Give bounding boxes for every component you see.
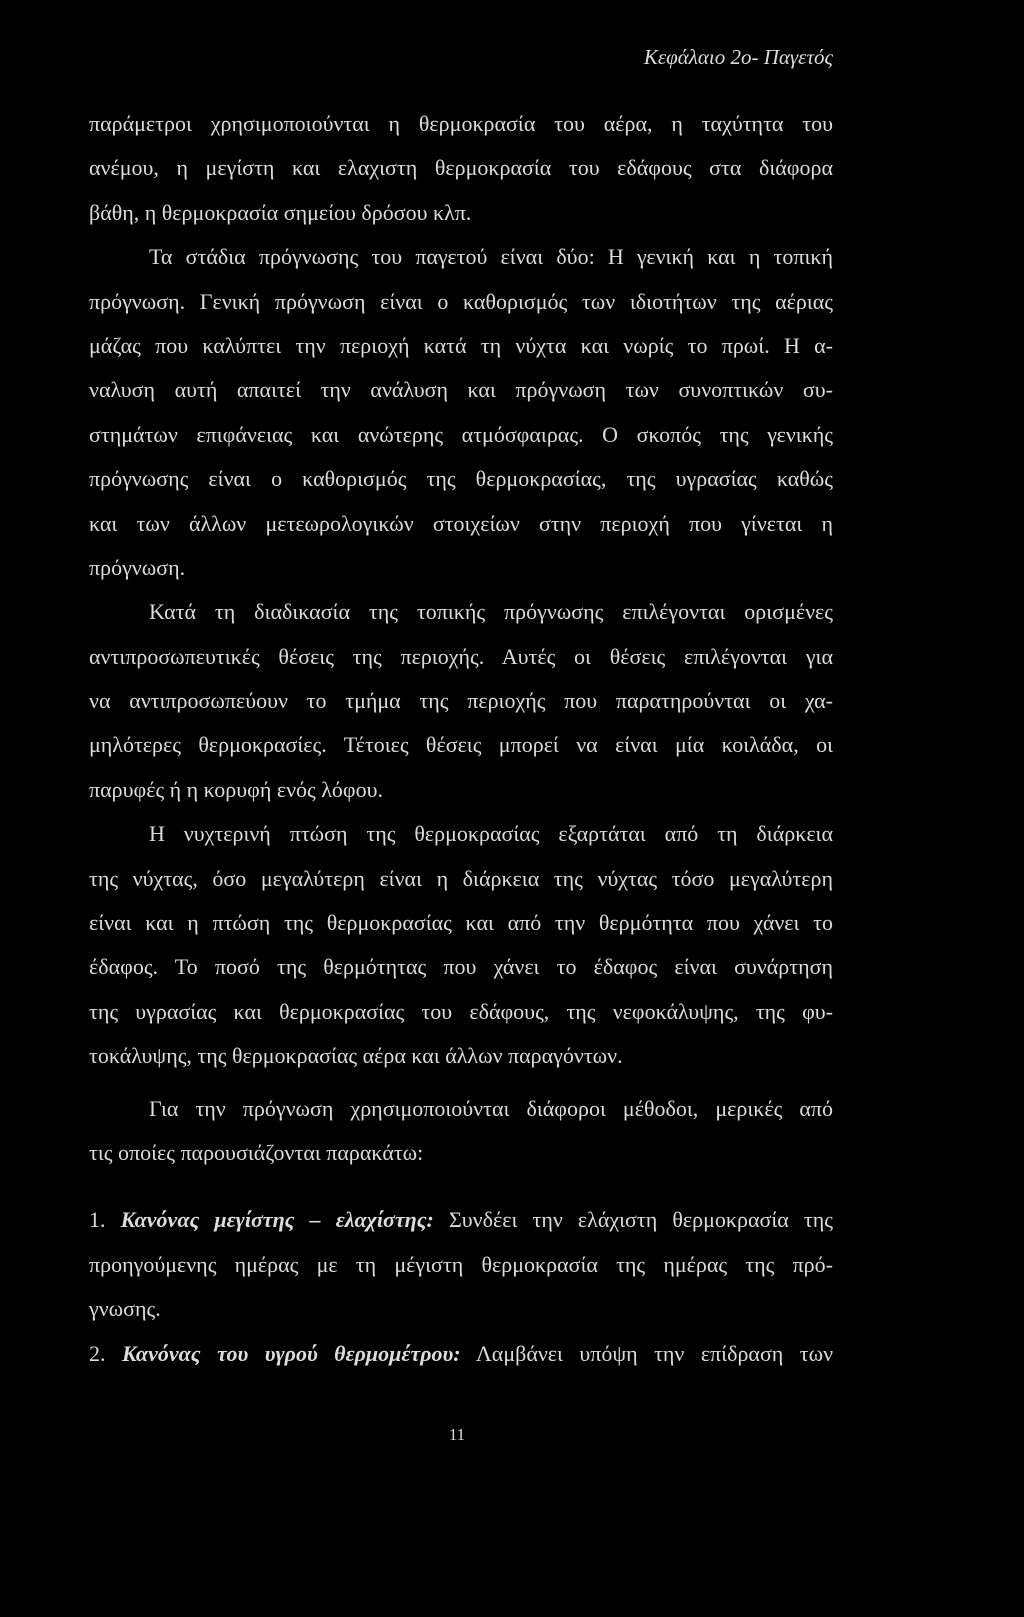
text-line: μηλότερες θερμοκρασίες. Τέτοιες θέσεις μπορεί να είναι μία κοιλάδα, οι [89, 732, 833, 758]
rule-term: Κανόνας μεγίστης – ελαχίστης: [120, 1207, 434, 1233]
text-line: πρόγνωσης είναι ο καθορισμός της θερμοκρασίας, της υγρασίας καθώς [89, 466, 833, 492]
text-line: της νύχτας, όσο μεγαλύτερη είναι η διάρκεια της νύχτας τόσο μεγαλύτερη [89, 865, 833, 891]
text-line: πρόγνωση. [89, 554, 186, 580]
text-line: έδαφος. Το ποσό της θερμότητας που χάνει το έδαφος είναι συνάρτηση [89, 954, 833, 980]
page-number: 11 [448, 1425, 466, 1444]
text-line: της υγρασίας και θερμοκρασίας του εδάφους, της νεφοκάλυψης, της φυ- [89, 998, 833, 1024]
page-body [89, 102, 833, 1376]
list-item [89, 1198, 833, 1331]
forecast-rules-list [89, 1198, 833, 1376]
text-line: και των άλλων μετεωρολογικών στοιχείων στην περιοχή που γίνεται η [89, 510, 833, 536]
text-line: στημάτων επιφάνειας και ανώτερης ατμόσφαιρας. Ο σκοπός της γενικής [89, 421, 833, 447]
text-line [89, 1198, 833, 1242]
list-number: 1. [89, 1207, 106, 1233]
text-line: προηγούμενης ημέρας με τη μέγιστη θερμοκρασία της ημέρας της πρό- [89, 1251, 833, 1277]
text-line: παρυφές ή η κορυφή ενός λόφου. [89, 776, 383, 802]
paragraph-forecast-stages [89, 235, 833, 590]
text-line: Τα στάδια πρόγνωσης του παγετού είναι δύο: Η γενική και η τοπική [149, 244, 833, 270]
text-line: είναι και η πτώση της θερμοκρασίας και από την θερμότητα που χάνει το [89, 910, 833, 936]
text-line: μάζας που καλύπτει την περιοχή κατά τη νύχτα και νωρίς το πρωί. Η α- [89, 332, 833, 358]
paragraph-local-forecast [89, 590, 833, 812]
list-number: 2. [89, 1340, 106, 1366]
text-line: πρόγνωση. Γενική πρόγνωση είναι ο καθορισμός των ιδιοτήτων της αέριας [89, 288, 833, 314]
text-line: γνωσης. [89, 1296, 161, 1322]
running-head: Κεφάλαιο 2ο- Παγετός [643, 45, 833, 69]
text-line [89, 1332, 833, 1376]
paragraph-night-temperature-drop [89, 812, 833, 1078]
text-line: ναλυση αυτή απαιτεί την ανάλυση και πρόγνωση των συνοπτικών συ- [89, 377, 833, 403]
text-line: τοκάλυψης, της θερμοκρασίας αέρα και άλλων παραγόντων. [89, 1043, 623, 1069]
text-line: Η νυχτερινή πτώση της θερμοκρασίας εξαρτάται από τη διάρκεια [149, 821, 833, 847]
text-line: να αντιπροσωπεύουν το τμήμα της περιοχής που παρατηρούνται οι χα- [89, 688, 833, 714]
text-line: παράμετροι χρησιμοποιούνται η θερμοκρασία του αέρα, η ταχύτητα του [89, 111, 833, 136]
rule-term: Κανόνας του υγρού θερμομέτρου: [121, 1340, 461, 1366]
text-line: αντιπροσωπευτικές θέσεις της περιοχής. Αυτές οι θέσεις επιλέγονται για [89, 643, 833, 669]
rule-text: Λαμβάνει υπόψη την επίδραση των [475, 1340, 834, 1366]
list-item [89, 1332, 833, 1376]
paragraph-methods-intro [89, 1087, 833, 1176]
text-line: ανέμου, η μεγίστη και ελαχιστη θερμοκρασία του εδάφους στα διάφορα [89, 155, 833, 181]
text-line: βάθη, η θερμοκρασία σημείου δρόσου κλπ. [89, 199, 472, 225]
rule-text: Συνδέει την ελάχιστη θερμοκρασία της [448, 1207, 833, 1233]
text-line: Για την πρόγνωση χρησιμοποιούνται διάφοροι μέθοδοι, μερικές από [149, 1095, 833, 1121]
paragraph-continuation [89, 102, 833, 235]
text-line: Κατά τη διαδικασία της τοπικής πρόγνωσης επιλέγονται ορισμένες [149, 599, 833, 625]
text-line: τις οποίες παρουσιάζονται παρακάτω: [89, 1139, 424, 1165]
